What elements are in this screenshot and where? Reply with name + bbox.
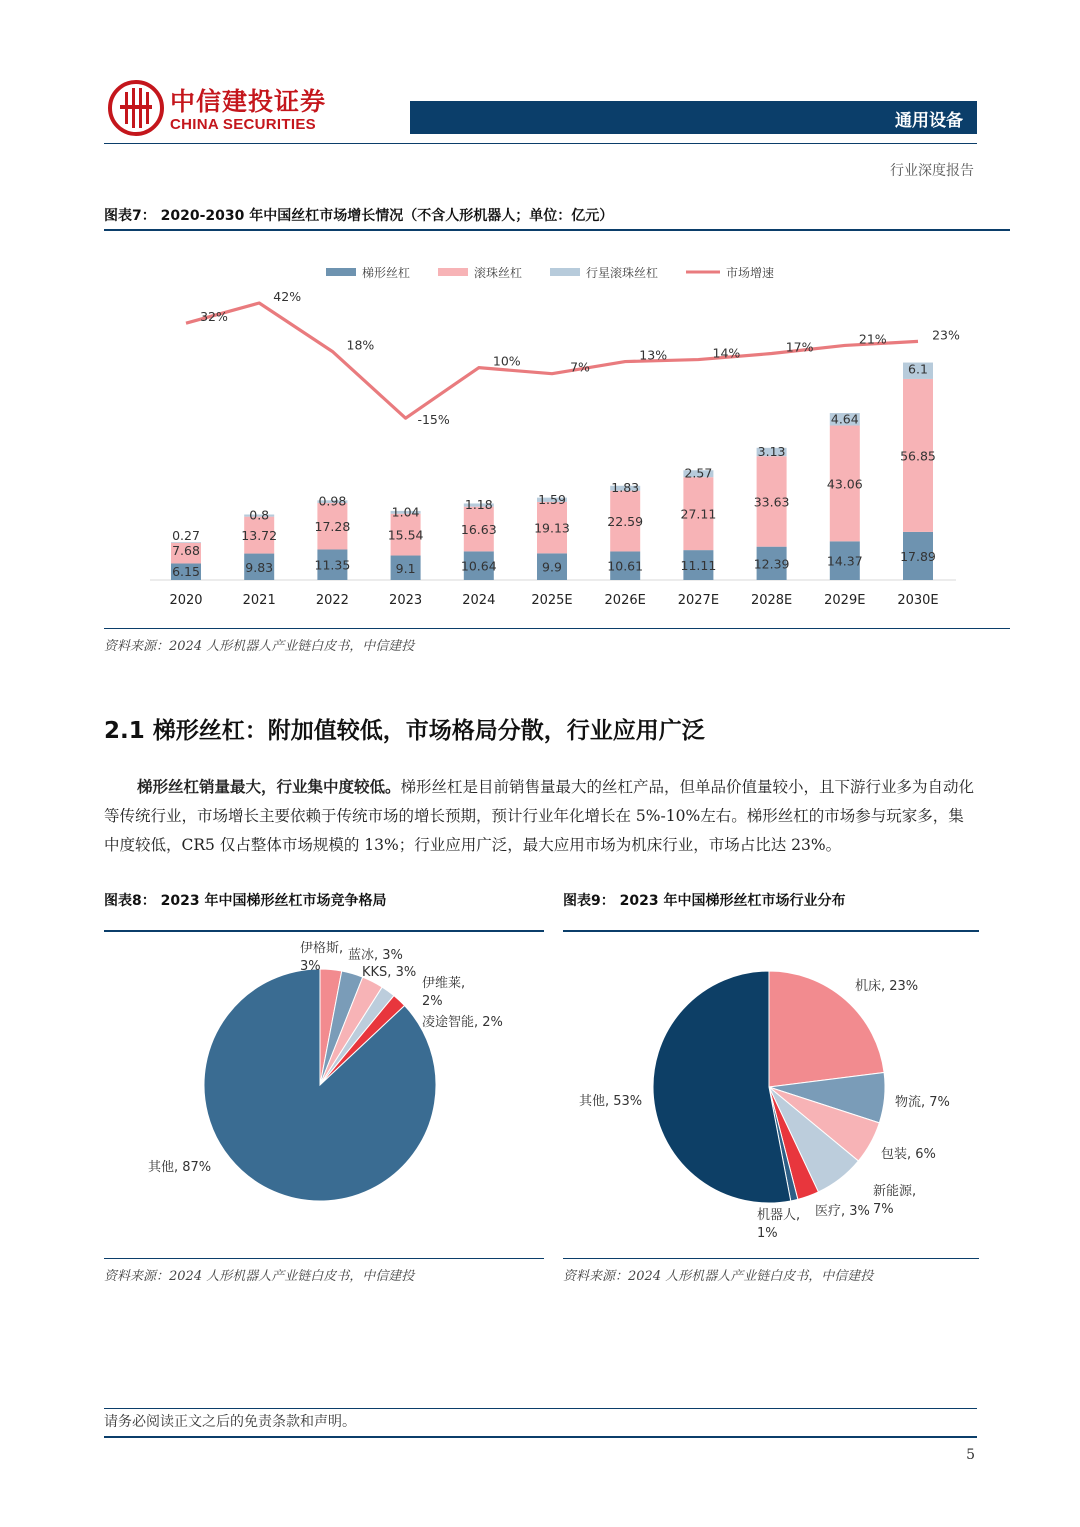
bar-label-2-3: 1.04 [391, 504, 420, 520]
x-tick-10: 2030E [897, 593, 939, 608]
growth-label-9: 21% [858, 331, 887, 347]
bar-label-0-6: 10.61 [607, 558, 644, 574]
bar-label-0-9: 14.37 [826, 553, 863, 569]
pie9-label-5-1: 1% [757, 1226, 778, 1241]
bar-label-0-3: 9.1 [395, 560, 416, 576]
footer-rule-bottom [104, 1436, 977, 1438]
bar-label-0-7: 11.11 [680, 558, 717, 574]
bar-label-1-5: 19.13 [534, 520, 570, 536]
bar-label-1-2: 17.28 [314, 519, 351, 535]
pie8-label-2: KKS, 3% [362, 965, 417, 980]
growth-label-5: 7% [570, 359, 590, 375]
logo-text-cn: 中信建投证券 [170, 87, 327, 116]
bar-label-0-10: 17.89 [900, 548, 936, 564]
x-tick-7: 2027E [677, 593, 720, 608]
pie8-label-1: 蓝冰, 3% [348, 948, 403, 963]
legend-label-0: 梯形丝杠 [362, 266, 411, 280]
legend-label-1: 滚珠丝杠 [474, 266, 523, 280]
legend-swatch-2 [550, 268, 580, 276]
growth-label-6: 13% [639, 347, 668, 363]
bar-label-2-6: 1.83 [611, 480, 640, 496]
pie9-label-6: 其他, 53% [579, 1094, 643, 1109]
bar-label-2-0: 0.27 [172, 528, 200, 544]
legend-swatch-1 [438, 268, 468, 276]
footer-rule-top [104, 1408, 977, 1409]
china-securities-logo [108, 80, 164, 136]
pie8-label-0-0: 伊格斯, [300, 941, 344, 956]
figure7-source: 资料来源：2024 人形机器人产业链白皮书，中信建投 [104, 639, 415, 654]
bar-label-0-1: 9.83 [245, 559, 274, 575]
bar-label-1-1: 13.72 [241, 528, 278, 544]
logo-text-en: CHINA SECURITIES [170, 116, 316, 133]
bar-label-1-4: 16.63 [460, 522, 497, 538]
section-title: 2.1 梯形丝杠：附加值较低，市场格局分散，行业应用广泛 [104, 718, 705, 744]
page-number: 5 [966, 1447, 975, 1463]
figure8-source: 资料来源：2024 人形机器人产业链白皮书，中信建投 [104, 1269, 415, 1284]
figure7-top-rule [104, 229, 1010, 231]
figure9-chart [563, 935, 979, 1255]
bar-label-2-2: 0.98 [318, 493, 347, 509]
figure9-top-rule [563, 930, 979, 932]
bar-label-2-1: 0.8 [249, 507, 270, 523]
bar-label-1-0: 7.68 [172, 542, 200, 558]
bar-label-0-0: 6.15 [172, 564, 200, 579]
legend-swatch-0 [326, 268, 356, 276]
bar-label-2-5: 1.59 [538, 491, 566, 507]
bar-label-2-7: 2.57 [684, 465, 713, 481]
bar-label-0-8: 12.39 [753, 556, 790, 572]
disclaimer: 请务必阅读正文之后的免责条款和声明。 [104, 1414, 356, 1430]
figure9-source: 资料来源：2024 人形机器人产业链白皮书，中信建投 [563, 1269, 874, 1284]
pie8-label-0-1: 3% [300, 959, 321, 974]
bar-label-2-8: 3.13 [757, 443, 786, 459]
figure8-chart [104, 935, 544, 1255]
legend-label-line: 市场增速 [726, 266, 775, 280]
x-tick-9: 2029E [824, 593, 866, 608]
bar-label-2-9: 4.64 [830, 411, 859, 427]
figure9-title: 图表9： 2023 年中国梯形丝杠市场行业分布 [563, 893, 846, 909]
paragraph-body: 梯形丝杠是目前销售量最大的丝杠产品，但单品价值量较小，且下游行业多为自动化等传统行业，市场增长主要依赖于传统市场的增长预期，预计行业年化增长在 5%-10%左右。梯形丝杠的市场参与玩家多，集中度较低，CR5 仅占整体市场规模的 13%；行业应用广泛，最大应用市场为机床行业，市场占比达 23%。 [104, 778, 975, 854]
growth-label-1: 42% [273, 289, 302, 304]
figure7-chart [104, 240, 1010, 625]
header-divider [104, 143, 977, 144]
growth-label-4: 10% [492, 353, 521, 369]
bar-label-0-4: 10.64 [460, 558, 497, 574]
figure8-title: 图表8： 2023 年中国梯形丝杠市场竞争格局 [104, 893, 387, 909]
x-tick-2: 2022 [315, 593, 349, 608]
sector-label: 通用设备 [895, 111, 963, 131]
bar-label-1-10: 56.85 [900, 448, 936, 464]
growth-label-10: 23% [932, 327, 960, 343]
bar-label-2-10: 6.1 [908, 361, 928, 377]
sector-band [410, 101, 977, 134]
figure7-bottom-rule [104, 628, 1010, 629]
pie9-label-2: 包装, 6% [881, 1147, 936, 1162]
growth-label-3: -15% [417, 412, 450, 428]
pie8-label-3-0: 伊维莱, [422, 976, 466, 991]
bar-label-1-9: 43.06 [826, 476, 863, 492]
legend-label-2: 行星滚珠丝杠 [586, 266, 659, 280]
growth-label-2: 18% [346, 337, 375, 353]
pie9-label-3-1: 7% [873, 1202, 894, 1217]
growth-line [186, 303, 918, 418]
bar-label-1-7: 27.11 [680, 506, 717, 522]
pie9-label-0: 机床, 23% [855, 979, 919, 994]
bar-label-0-2: 11.35 [314, 557, 351, 573]
figure8-bottom-rule [104, 1258, 544, 1259]
x-tick-6: 2026E [604, 593, 646, 608]
pie9-label-5-0: 机器人, [757, 1208, 801, 1223]
pie9-label-1: 物流, 7% [895, 1095, 950, 1110]
x-tick-3: 2023 [389, 593, 423, 608]
pie9-label-4: 医疗, 3% [815, 1204, 870, 1219]
section-paragraph [104, 773, 977, 860]
pie9-label-3-0: 新能源, [873, 1184, 917, 1199]
x-tick-8: 2028E [750, 593, 793, 608]
x-tick-0: 2020 [169, 593, 203, 608]
growth-label-8: 17% [785, 339, 814, 355]
pie8-label-4: 凌途智能, 2% [422, 1015, 503, 1030]
figure7-title: 图表7： 2020-2030 年中国丝杠市场增长情况（不含人形机器人；单位：亿元） [104, 208, 614, 224]
pie8-label-3-1: 2% [422, 994, 443, 1009]
bar-label-2-4: 1.18 [464, 497, 493, 513]
bar-label-1-6: 22.59 [607, 514, 644, 530]
x-tick-4: 2024 [462, 593, 496, 608]
figure8-top-rule [104, 930, 544, 932]
figure9-bottom-rule [563, 1258, 979, 1259]
paragraph-lead: 梯形丝杠销量最大，行业集中度较低。 [137, 778, 401, 796]
bar-label-1-8: 33.63 [753, 494, 790, 510]
bar-label-0-5: 9.9 [542, 559, 562, 575]
bar-label-1-3: 15.54 [387, 527, 424, 543]
pie8-label-5: 其他, 87% [148, 1160, 212, 1175]
x-tick-5: 2025E [531, 593, 573, 608]
x-tick-1: 2021 [242, 593, 276, 608]
growth-label-7: 14% [712, 345, 741, 361]
growth-label-0: 32% [200, 309, 228, 325]
report-type: 行业深度报告 [890, 163, 974, 179]
